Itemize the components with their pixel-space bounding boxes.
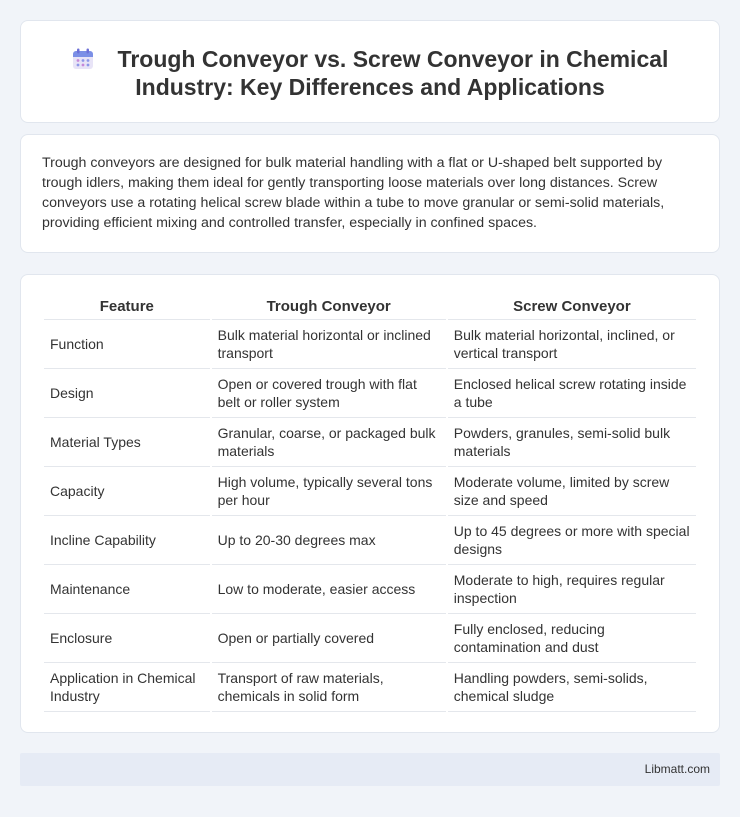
table-row — [44, 516, 696, 565]
table-row — [44, 663, 696, 712]
table-row — [44, 467, 696, 516]
screw-cell: Handling powders, semi-solids, chemical sludge — [448, 663, 696, 712]
trough-cell: Open or partially covered — [212, 614, 446, 663]
screw-cell: Fully enclosed, reducing contamination and dust — [448, 614, 696, 663]
intro-card — [20, 134, 720, 253]
title-card — [20, 20, 720, 123]
table-row — [44, 418, 696, 467]
feature-cell: Design — [44, 369, 210, 418]
intro-paragraph: Trough conveyors are designed for bulk material handling with a flat or U-shaped belt supported by trough idlers, making them ideal for gently transporting loose materials over long distances. Screw conveyors use a rotating helical screw blade within a tube to move granular or semi-solid materials, providing efficient mixing and controlled transfer, especially in confined spaces. — [42, 155, 665, 231]
feature-cell: Material Types — [44, 418, 210, 467]
calendar-icon — [72, 48, 94, 70]
screw-cell: Moderate volume, limited by screw size and speed — [448, 467, 696, 516]
feature-cell: Incline Capability — [44, 516, 210, 565]
feature-cell: Function — [44, 320, 210, 369]
footer-brand-link[interactable]: Libmatt.com — [644, 762, 710, 776]
comparison-table — [42, 297, 698, 712]
trough-cell: Up to 20-30 degrees max — [212, 516, 446, 565]
trough-cell: Low to moderate, easier access — [212, 565, 446, 614]
screw-cell: Powders, granules, semi-solid bulk materials — [448, 418, 696, 467]
screw-cell: Enclosed helical screw rotating inside a tube — [448, 369, 696, 418]
table-header-row — [44, 297, 696, 320]
header-trough-conveyor: Trough Conveyor — [212, 297, 446, 320]
trough-cell: Bulk material horizontal or inclined transport — [212, 320, 446, 369]
feature-cell: Maintenance — [44, 565, 210, 614]
footer — [20, 753, 720, 786]
trough-cell: Open or covered trough with flat belt or roller system — [212, 369, 446, 418]
header-feature: Feature — [44, 297, 210, 320]
feature-cell: Application in Chemical Industry — [44, 663, 210, 712]
feature-cell: Enclosure — [44, 614, 210, 663]
header-screw-conveyor: Screw Conveyor — [448, 297, 696, 320]
trough-cell: Granular, coarse, or packaged bulk materials — [212, 418, 446, 467]
table-row — [44, 369, 696, 418]
table-row — [44, 614, 696, 663]
screw-cell: Bulk material horizontal, inclined, or vertical transport — [448, 320, 696, 369]
title-wrap — [21, 45, 719, 101]
screw-cell: Moderate to high, requires regular inspection — [448, 565, 696, 614]
table-row — [44, 565, 696, 614]
table-row — [44, 320, 696, 369]
trough-cell: Transport of raw materials, chemicals in solid form — [212, 663, 446, 712]
feature-cell: Capacity — [44, 467, 210, 516]
comparison-card — [20, 274, 720, 733]
page-title: Trough Conveyor vs. Screw Conveyor in Chemical Industry: Key Differences and Applications — [117, 46, 669, 100]
trough-cell: High volume, typically several tons per hour — [212, 467, 446, 516]
screw-cell: Up to 45 degrees or more with special designs — [448, 516, 696, 565]
